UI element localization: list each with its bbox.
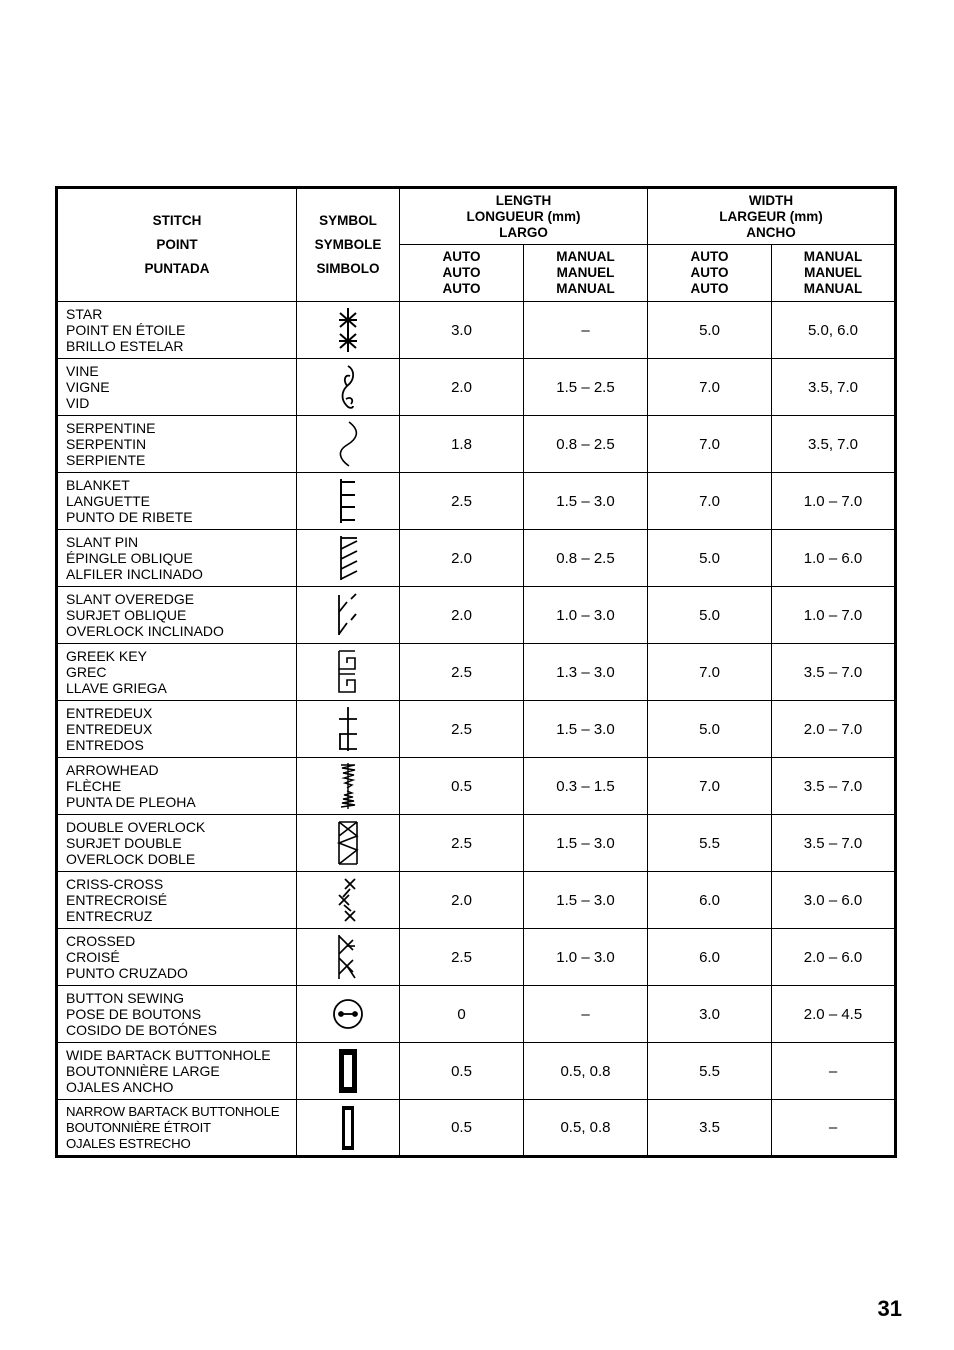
length-auto: 2.5 — [400, 473, 524, 530]
length-manual: 1.0 – 3.0 — [524, 929, 648, 986]
narrow-buttonhole-icon — [333, 1103, 363, 1153]
length-auto: 2.0 — [400, 872, 524, 929]
table-row — [57, 758, 896, 815]
symbol-cell — [297, 473, 400, 530]
symbol-cell — [297, 302, 400, 359]
stitch-name: WIDE BARTACK BUTTONHOLE BOUTONNIÈRE LARGE OJALES ANCHO — [57, 1043, 297, 1100]
stitch-name: SLANT OVEREDGE SURJET OBLIQUE OVERLOCK INCLINADO — [57, 587, 297, 644]
width-auto: 7.0 — [648, 644, 772, 701]
length-manual: 1.5 – 3.0 — [524, 815, 648, 872]
length-manual: 1.5 – 3.0 — [524, 701, 648, 758]
stitch-settings-table — [55, 186, 897, 1158]
width-auto: 5.5 — [648, 815, 772, 872]
length-auto: 2.0 — [400, 359, 524, 416]
width-manual: 2.0 – 7.0 — [772, 701, 896, 758]
width-auto: 6.0 — [648, 929, 772, 986]
table-row — [57, 473, 896, 530]
table-row — [57, 587, 896, 644]
width-auto: 5.0 — [648, 701, 772, 758]
width-auto: 7.0 — [648, 359, 772, 416]
length-auto: 3.0 — [400, 302, 524, 359]
length-manual: 1.5 – 3.0 — [524, 872, 648, 929]
symbol-cell — [297, 929, 400, 986]
stitch-name: ARROWHEAD FLÈCHE PUNTA DE PLEOHA — [57, 758, 297, 815]
symbol-cell — [297, 815, 400, 872]
entredeux-stitch-icon — [333, 704, 363, 754]
double-overlock-stitch-icon — [333, 818, 363, 868]
width-manual: 2.0 – 6.0 — [772, 929, 896, 986]
header-length: LENGTH LONGUEUR (mm) LARGO — [400, 188, 648, 245]
symbol-cell — [297, 1043, 400, 1100]
symbol-cell — [297, 530, 400, 587]
table-row — [57, 1100, 896, 1157]
length-manual: 1.5 – 2.5 — [524, 359, 648, 416]
symbol-cell — [297, 758, 400, 815]
page-number: 31 — [877, 1296, 902, 1321]
arrowhead-stitch-icon — [333, 761, 363, 811]
width-manual: 3.5, 7.0 — [772, 359, 896, 416]
width-auto: 5.0 — [648, 530, 772, 587]
table-row — [57, 359, 896, 416]
width-manual: 2.0 – 4.5 — [772, 986, 896, 1043]
star-stitch-icon — [333, 305, 363, 355]
symbol-cell — [297, 587, 400, 644]
width-manual: 3.5 – 7.0 — [772, 644, 896, 701]
length-manual: 0.3 – 1.5 — [524, 758, 648, 815]
stitch-name: BLANKET LANGUETTE PUNTO DE RIBETE — [57, 473, 297, 530]
stitch-name: GREEK KEY GREC LLAVE GRIEGA — [57, 644, 297, 701]
table-row — [57, 815, 896, 872]
length-manual: – — [524, 986, 648, 1043]
symbol-cell — [297, 359, 400, 416]
table-row — [57, 644, 896, 701]
width-manual: 1.0 – 6.0 — [772, 530, 896, 587]
stitch-name: CROSSED CROISÉ PUNTO CRUZADO — [57, 929, 297, 986]
header-length-manual: MANUAL MANUEL MANUAL — [524, 245, 648, 302]
width-manual: – — [772, 1100, 896, 1157]
header-symbol: SYMBOL SYMBOLE SIMBOLO — [297, 188, 400, 302]
length-auto: 1.8 — [400, 416, 524, 473]
width-manual: 1.0 – 7.0 — [772, 587, 896, 644]
length-manual: 1.3 – 3.0 — [524, 644, 648, 701]
table-row — [57, 986, 896, 1043]
slant-overedge-stitch-icon — [333, 590, 363, 640]
crossed-stitch-icon — [333, 932, 363, 982]
stitch-name: CRISS-CROSS ENTRECROISÉ ENTRECRUZ — [57, 872, 297, 929]
stitch-name: NARROW BARTACK BUTTONHOLE BOUTONNIÈRE ÉTROIT OJALES ESTRECHO — [57, 1100, 297, 1157]
stitch-name: SLANT PIN ÉPINGLE OBLIQUE ALFILER INCLINADO — [57, 530, 297, 587]
length-auto: 2.0 — [400, 530, 524, 587]
width-auto: 3.0 — [648, 986, 772, 1043]
width-manual: 1.0 – 7.0 — [772, 473, 896, 530]
length-auto: 0 — [400, 986, 524, 1043]
stitch-name: DOUBLE OVERLOCK SURJET DOUBLE OVERLOCK DOBLE — [57, 815, 297, 872]
length-manual: 0.8 – 2.5 — [524, 530, 648, 587]
symbol-cell — [297, 701, 400, 758]
width-auto: 7.0 — [648, 473, 772, 530]
length-manual: 1.0 – 3.0 — [524, 587, 648, 644]
header-length-auto: AUTO AUTO AUTO — [400, 245, 524, 302]
length-manual: 1.5 – 3.0 — [524, 473, 648, 530]
width-manual: – — [772, 1043, 896, 1100]
length-auto: 0.5 — [400, 758, 524, 815]
width-manual: 3.5, 7.0 — [772, 416, 896, 473]
table-row — [57, 701, 896, 758]
table-row — [57, 530, 896, 587]
width-auto: 6.0 — [648, 872, 772, 929]
width-manual: 5.0, 6.0 — [772, 302, 896, 359]
width-manual: 3.0 – 6.0 — [772, 872, 896, 929]
stitch-name: VINE VIGNE VID — [57, 359, 297, 416]
width-auto: 3.5 — [648, 1100, 772, 1157]
length-manual: 0.8 – 2.5 — [524, 416, 648, 473]
blanket-stitch-icon — [333, 476, 363, 526]
length-auto: 2.5 — [400, 815, 524, 872]
symbol-cell — [297, 872, 400, 929]
table-row — [57, 1043, 896, 1100]
length-auto: 0.5 — [400, 1043, 524, 1100]
length-auto: 2.0 — [400, 587, 524, 644]
length-auto: 2.5 — [400, 701, 524, 758]
symbol-cell — [297, 644, 400, 701]
header-width: WIDTH LARGEUR (mm) ANCHO — [648, 188, 896, 245]
length-manual: 0.5, 0.8 — [524, 1100, 648, 1157]
table-row — [57, 302, 896, 359]
width-auto: 7.0 — [648, 416, 772, 473]
header-width-manual: MANUAL MANUEL MANUAL — [772, 245, 896, 302]
wide-buttonhole-icon — [333, 1046, 363, 1096]
width-auto: 5.5 — [648, 1043, 772, 1100]
stitch-name: BUTTON SEWING POSE DE BOUTONS COSIDO DE BOTÓNES — [57, 986, 297, 1043]
vine-stitch-icon — [333, 362, 363, 412]
stitch-name: STAR POINT EN ÉTOILE BRILLO ESTELAR — [57, 302, 297, 359]
button-sewing-icon — [331, 997, 365, 1031]
symbol-cell — [297, 1100, 400, 1157]
width-manual: 3.5 – 7.0 — [772, 815, 896, 872]
length-auto: 2.5 — [400, 929, 524, 986]
table-row — [57, 929, 896, 986]
greek-key-stitch-icon — [333, 647, 363, 697]
length-manual: – — [524, 302, 648, 359]
table-row — [57, 872, 896, 929]
serpentine-stitch-icon — [333, 419, 363, 469]
symbol-cell — [297, 986, 400, 1043]
width-auto: 7.0 — [648, 758, 772, 815]
slant-pin-stitch-icon — [333, 533, 363, 583]
header-width-auto: AUTO AUTO AUTO — [648, 245, 772, 302]
symbol-cell — [297, 416, 400, 473]
header-stitch: STITCH POINT PUNTADA — [57, 188, 297, 302]
width-auto: 5.0 — [648, 587, 772, 644]
width-manual: 3.5 – 7.0 — [772, 758, 896, 815]
criss-cross-stitch-icon — [333, 875, 363, 925]
length-auto: 0.5 — [400, 1100, 524, 1157]
stitch-name: ENTREDEUX ENTREDEUX ENTREDOS — [57, 701, 297, 758]
stitch-name: SERPENTINE SERPENTIN SERPIENTE — [57, 416, 297, 473]
width-auto: 5.0 — [648, 302, 772, 359]
table-row — [57, 416, 896, 473]
length-auto: 2.5 — [400, 644, 524, 701]
length-manual: 0.5, 0.8 — [524, 1043, 648, 1100]
